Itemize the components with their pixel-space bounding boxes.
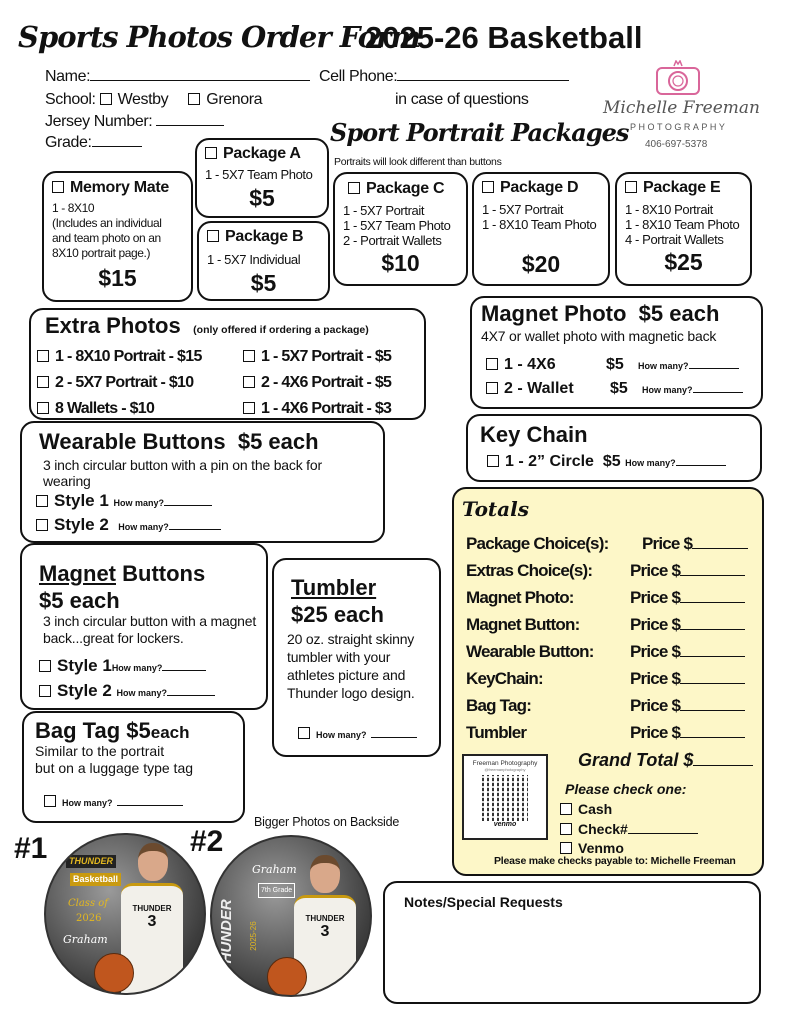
check-checkbox[interactable]	[560, 823, 572, 835]
bag-tag-section	[22, 711, 245, 823]
price-label: Price $	[630, 696, 681, 715]
extra-checkbox[interactable]	[37, 376, 49, 388]
style1-checkbox[interactable]	[36, 495, 48, 507]
how-many-field[interactable]	[638, 361, 739, 371]
total-label: Wearable Button:	[466, 642, 594, 661]
package-price: $10	[381, 250, 420, 276]
school-label: School:	[45, 91, 96, 108]
bag-tag-desc: but on a luggage type tag	[35, 760, 194, 776]
item-label: Style 1	[57, 656, 112, 675]
camera-logo-icon	[655, 60, 701, 96]
venmo-checkbox[interactable]	[560, 842, 572, 854]
how-many-label: How many?	[116, 688, 168, 698]
logo-name: Michelle Freeman	[603, 98, 760, 118]
style2-checkbox[interactable]	[36, 519, 48, 531]
package-line: 1 - 5X7 Team Photo	[343, 218, 451, 233]
price-field[interactable]	[630, 561, 745, 581]
how-many-label: How many?	[111, 663, 163, 673]
package-line: and team photo on an	[52, 231, 161, 245]
style1-checkbox[interactable]	[39, 660, 51, 672]
wearable-buttons-section	[20, 421, 385, 543]
magnet-photo-item	[486, 356, 689, 374]
tumbler-title: Tumbler	[291, 575, 377, 600]
wearable-title: Wearable Buttons $5 each	[39, 429, 319, 454]
how-many-field[interactable]	[112, 663, 207, 673]
package-line: 1 - 8X10 Team Photo	[482, 217, 597, 232]
how-many-label: How many?	[642, 385, 693, 395]
check-one-label: Please check one:	[565, 781, 687, 797]
extra-item	[243, 344, 391, 370]
extra-item	[243, 396, 391, 422]
qr-brand: venmo	[493, 821, 517, 828]
total-row	[466, 696, 681, 716]
magnet-buttons-section	[20, 543, 268, 710]
venmo-qr-card[interactable]	[462, 754, 548, 840]
magnet-4x6-checkbox[interactable]	[486, 358, 498, 370]
package-line: 1 - 5X7 Portrait	[343, 203, 425, 218]
cell-phone-field[interactable]	[319, 68, 569, 86]
item-price: $5	[602, 453, 621, 470]
package-line: 1 - 8X10 Portrait	[625, 202, 713, 217]
totals-section	[452, 487, 764, 876]
player-head	[138, 843, 168, 881]
package-title: Package E	[643, 179, 721, 196]
how-many-field[interactable]	[114, 498, 213, 508]
buttons-word: Buttons	[116, 561, 206, 586]
package-line: 1 - 8X10 Team Photo	[625, 217, 740, 232]
packages-note: Portraits will look different than buttons	[334, 156, 502, 168]
price-field[interactable]	[630, 723, 745, 743]
how-many-field[interactable]	[642, 385, 743, 395]
extra-checkbox[interactable]	[37, 350, 49, 362]
how-many-field[interactable]	[117, 805, 183, 806]
total-label: Magnet Button:	[466, 615, 580, 634]
extra-checkbox[interactable]	[37, 402, 49, 414]
extra-checkbox[interactable]	[243, 350, 255, 362]
how-many-label: How many?	[316, 730, 367, 740]
package-memory-mate	[42, 171, 193, 302]
total-label: Bag Tag:	[466, 696, 532, 715]
photo-text: Basketball	[70, 873, 121, 886]
logo-phone: 406-697-5378	[645, 139, 708, 150]
grand-total-label: Grand Total $	[578, 750, 694, 770]
how-many-field[interactable]	[118, 522, 221, 532]
bag-tag-checkbox[interactable]	[44, 795, 56, 807]
memory-mate-checkbox[interactable]	[52, 181, 64, 193]
photo-label-1: #1	[14, 832, 48, 865]
package-line: 1 - 5X7 Individual	[207, 252, 301, 267]
item-price: $5	[606, 356, 624, 373]
extra-label: 1 - 5X7 Portrait - $5	[261, 348, 392, 365]
photo-text: Graham	[252, 863, 297, 876]
payment-label: Check#	[578, 820, 628, 837]
item-label: 1 - 2” Circle	[505, 453, 594, 470]
price-label: Price $	[630, 723, 681, 742]
package-d	[472, 172, 610, 286]
grade-field[interactable]	[45, 134, 142, 152]
cash-checkbox[interactable]	[560, 803, 572, 815]
price-label: Price $	[630, 561, 681, 580]
wearable-item	[36, 491, 212, 511]
photos-caption: Bigger Photos on Backside	[254, 815, 400, 829]
basketball-icon	[267, 957, 307, 997]
extra-label: 1 - 4X6 Portrait - $3	[261, 400, 392, 417]
jersey-number: 3	[147, 913, 157, 930]
price-field[interactable]	[630, 696, 745, 716]
magnet-buttons-price: $5 each	[39, 588, 120, 613]
package-c	[333, 172, 468, 286]
how-many-field[interactable]	[371, 737, 417, 738]
package-line: 4 - Portrait Wallets	[625, 232, 724, 247]
magnet-photo-section	[470, 296, 763, 409]
package-price: $20	[521, 251, 561, 277]
bag-tag-each: each	[150, 723, 190, 742]
photo-text: 2026	[76, 913, 102, 924]
package-d-checkbox[interactable]	[482, 181, 494, 193]
item-label: Style 1	[54, 491, 109, 510]
item-label: Style 2	[57, 681, 112, 700]
extras-note: (only offered if ordering a package)	[193, 324, 369, 336]
package-title: Package C	[366, 180, 445, 197]
package-b-checkbox[interactable]	[207, 230, 219, 242]
bag-tag-desc: Similar to the portrait	[35, 743, 165, 759]
keychain-title: Key Chain	[480, 422, 588, 447]
price-label: Price $	[630, 642, 681, 661]
check-number-field[interactable]	[628, 833, 698, 834]
cell-label: Cell Phone:	[319, 68, 398, 85]
total-label: Tumbler	[466, 723, 527, 742]
player-head	[310, 855, 340, 893]
bag-tag-title-main: Bag Tag $5	[35, 718, 151, 743]
package-price: $5	[250, 270, 277, 296]
tumbler-price: $25 each	[291, 602, 384, 627]
package-title: Package D	[500, 179, 579, 196]
key-chain-section	[466, 414, 762, 482]
how-many-label: How many?	[113, 498, 165, 508]
title-bold: 2025-26 Basketball	[365, 20, 643, 55]
magnet-button-item	[39, 681, 215, 701]
package-line: 2 - Portrait Wallets	[343, 233, 442, 248]
extra-item	[243, 370, 391, 396]
item-price: $5	[610, 380, 628, 397]
keychain-checkbox[interactable]	[487, 455, 499, 467]
photo-text: Graham	[63, 933, 108, 946]
package-line: 1 - 5X7 Portrait	[482, 202, 564, 217]
qr-handle: @freemanphotography	[484, 767, 526, 772]
photo-text: 7th Grade	[258, 883, 295, 898]
tumbler-checkbox[interactable]	[298, 727, 310, 739]
package-price: $15	[98, 265, 137, 291]
package-e	[615, 172, 752, 286]
jersey-field[interactable]	[45, 113, 224, 131]
basketball-icon	[94, 953, 134, 993]
how-many-label: How many?	[638, 361, 689, 371]
extra-item	[37, 370, 202, 396]
package-price: $5	[249, 185, 275, 211]
magnet-photo-title: Magnet Photo $5 each	[481, 301, 720, 326]
total-row	[466, 615, 681, 635]
photo-label-2: #2	[190, 825, 224, 858]
name-field[interactable]	[45, 68, 310, 86]
tumbler-desc: 20 oz. straight skinny tumbler with your athletes picture and Thunder logo design.	[287, 631, 415, 701]
totals-title: Totals	[462, 497, 529, 521]
how-many-field[interactable]	[625, 458, 726, 468]
price-field[interactable]	[630, 615, 745, 635]
price-label: Price $	[630, 588, 681, 607]
total-label: Package Choice(s):	[466, 534, 609, 553]
cell-note: in case of questions	[395, 91, 529, 108]
extra-item	[37, 396, 202, 422]
package-line: (Includes an individual	[52, 216, 162, 230]
notes-title: Notes/Special Requests	[404, 894, 563, 910]
title-script: Sports Photos Order Form	[18, 20, 421, 54]
wearable-desc: 3 inch circular button with a pin on the back for wearing	[43, 457, 322, 489]
extras-title: Extra Photos	[45, 313, 181, 338]
wearable-item	[36, 515, 221, 535]
how-many-field[interactable]	[117, 688, 216, 698]
package-line: 1 - 8X10	[52, 201, 95, 215]
qr-code-icon	[482, 775, 528, 821]
total-row	[466, 561, 681, 581]
total-row	[466, 669, 681, 689]
grade-label: Grade:	[45, 134, 92, 151]
packages-heading: Sport Portrait Packages	[330, 118, 629, 147]
price-field[interactable]	[642, 534, 748, 554]
extra-checkbox[interactable]	[243, 376, 255, 388]
package-title: Package B	[225, 228, 304, 245]
package-title: Package A	[223, 145, 301, 162]
payment-option-check	[560, 820, 698, 840]
magnet-wallet-checkbox[interactable]	[486, 382, 498, 394]
magnet-buttons-desc: 3 inch circular button with a magnet back...great for lockers.	[43, 613, 257, 646]
price-label: Price $	[630, 615, 681, 634]
name-label: Name:	[45, 68, 91, 85]
package-b	[197, 221, 330, 301]
extra-label: 2 - 5X7 Portrait - $10	[55, 374, 194, 391]
magnet-photo-item	[486, 380, 693, 398]
magnet-photo-desc: 4X7 or wallet photo with magnetic back	[481, 328, 717, 344]
extra-checkbox[interactable]	[243, 402, 255, 414]
payment-label: Cash	[578, 801, 613, 817]
westby-checkbox[interactable]	[100, 93, 112, 105]
extra-label: 2 - 4X6 Portrait - $5	[261, 374, 392, 391]
how-many-label: How many?	[62, 798, 113, 808]
notes-section[interactable]	[383, 881, 761, 1004]
how-many-label: How many?	[625, 458, 676, 468]
qr-name: Freeman Photography	[472, 760, 538, 767]
grenora-checkbox[interactable]	[188, 93, 200, 105]
logo-sub: PHOTOGRAPHY	[630, 122, 728, 132]
jersey-text: THUNDER	[305, 914, 345, 923]
payment-label: Venmo	[578, 840, 624, 856]
grenora-label: Grenora	[206, 91, 263, 108]
total-row	[466, 642, 681, 662]
package-price: $25	[664, 249, 703, 275]
photo-text: THUNDER	[218, 899, 235, 973]
magnet-buttons-title	[39, 560, 205, 614]
package-line: 8X10 portrait page.)	[52, 246, 151, 260]
tumbler-section	[272, 558, 441, 757]
package-c-checkbox[interactable]	[348, 182, 360, 194]
total-label: Magnet Photo:	[466, 588, 574, 607]
button-design-2-image	[210, 835, 372, 997]
package-line: 1 - 5X7 Team Photo	[205, 167, 313, 182]
package-e-checkbox[interactable]	[625, 181, 637, 193]
package-a	[195, 138, 329, 218]
jersey-number: 3	[320, 923, 330, 940]
bag-tag-how-many	[44, 793, 183, 811]
price-label: Price $	[630, 669, 681, 688]
package-title: Memory Mate	[70, 179, 169, 196]
photo-text: 2025-26	[249, 921, 258, 951]
package-a-checkbox[interactable]	[205, 147, 217, 159]
keychain-item	[487, 453, 726, 471]
bag-tag-title	[35, 718, 190, 744]
extra-item	[37, 344, 202, 370]
item-label: 1 - 4X6	[504, 356, 556, 373]
price-label: Price $	[642, 534, 693, 553]
price-field[interactable]	[630, 588, 745, 608]
price-field[interactable]	[630, 669, 745, 689]
total-label: Extras Choice(s):	[466, 561, 593, 580]
school-field	[45, 91, 262, 109]
tumbler-how-many	[298, 725, 417, 743]
how-many-label: How many?	[118, 522, 169, 532]
total-label: KeyChain:	[466, 669, 543, 688]
item-label: 2 - Wallet	[504, 380, 574, 397]
price-field[interactable]	[630, 642, 745, 662]
grand-total-field[interactable]	[578, 750, 753, 771]
style2-checkbox[interactable]	[39, 685, 51, 697]
payment-option-cash	[560, 800, 698, 820]
total-row	[466, 723, 681, 743]
total-row	[466, 588, 681, 608]
item-label: Style 2	[54, 515, 109, 534]
magnet-word: Magnet	[39, 561, 116, 586]
extra-label: 1 - 8X10 Portrait - $15	[55, 348, 202, 365]
magnet-button-item	[39, 656, 206, 676]
westby-label: Westby	[117, 91, 169, 108]
jersey-label: Jersey Number:	[45, 113, 153, 130]
extra-photos-section	[29, 308, 426, 420]
photo-text: Class of	[68, 898, 108, 909]
photo-text: THUNDER	[66, 855, 116, 868]
jersey-text: THUNDER	[132, 904, 172, 913]
payable-note: Please make checks payable to: Michelle Freeman	[494, 855, 736, 867]
extra-label: 8 Wallets - $10	[55, 400, 155, 417]
total-row	[466, 534, 693, 554]
button-design-1-image	[44, 833, 206, 995]
